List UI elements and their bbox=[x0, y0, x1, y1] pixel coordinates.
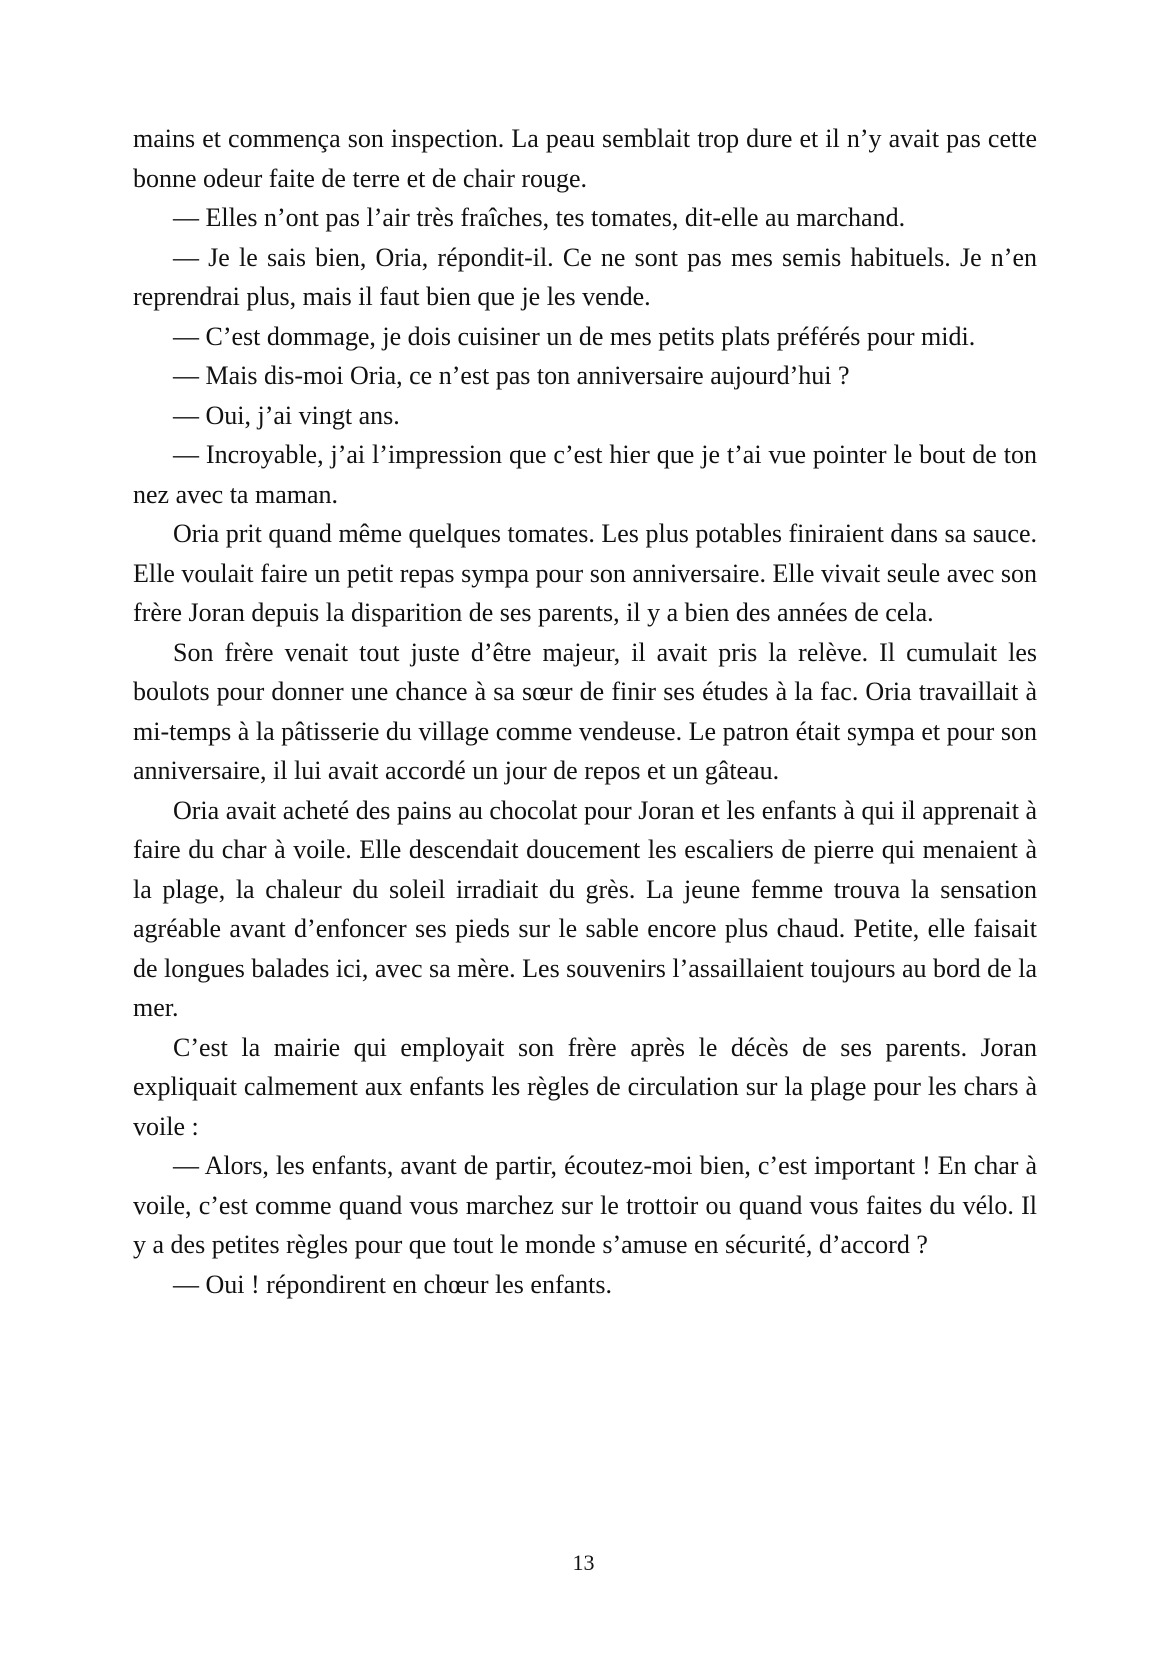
paragraph: Oria avait acheté des pains au chocolat pour Joran et les enfants à qui il apprenait à faire du char à voile. Elle descendait doucement les escaliers de pierre qui menaient à la plage, la chaleur du soleil irradiait du grès. La jeune femme trouva la sensation agréable avant d’enfoncer ses pieds sur le sable encore plus chaud. Petite, elle faisait de longues balades ici, avec sa mère. Les souvenirs l’assaillaient toujours au bord de la mer. bbox=[133, 795, 1037, 1022]
paragraph: Oria prit quand même quelques tomates. Les plus potables finiraient dans sa sauce. Elle voulait faire un petit repas sympa pour son anniversaire. Elle vivait seule avec son frère Joran depuis la disparition de ses parents, il y a bien des années de cela. bbox=[133, 519, 1037, 627]
paragraph: C’est la mairie qui employait son frère après le décès de ses parents. Joran expliquait calmement aux enfants les règles de circulation sur la plage pour les chars à voile : bbox=[133, 1032, 1037, 1141]
paragraph: mains et commença son inspection. La peau semblait trop dure et il n’y avait pas cette bonne odeur faite de terre et de chair rouge. bbox=[133, 124, 1037, 193]
dialogue-line: — Mais dis-moi Oria, ce n’est pas ton anniversaire aujourd’hui ? bbox=[173, 361, 850, 390]
page-number: 13 bbox=[572, 1550, 595, 1575]
dialogue-line: — Elles n’ont pas l’air très fraîches, tes tomates, dit-elle au marchand. bbox=[173, 203, 906, 232]
dialogue-line: — Incroyable, j’ai l’impression que c’est hier que je t’ai vue pointer le bout de ton nez avec ta maman. bbox=[133, 440, 1037, 509]
dialogue-line: — Alors, les enfants, avant de partir, écoutez-moi bien, c’est important ! En char à voile, c’est comme quand vous marchez sur le trottoir ou quand vous faites du vélo. Il y a des petites règles pour que tout le monde s’amuse en sécurité, d’accord ? bbox=[133, 1151, 1037, 1259]
dialogue-line: — Je le sais bien, Oria, répondit-il. Ce ne sont pas mes semis habituels. Je n’en reprendrai plus, mais il faut bien que je les vende. bbox=[133, 242, 1037, 311]
dialogue-line: — Oui ! répondirent en chœur les enfants. bbox=[173, 1269, 612, 1299]
paragraph: Son frère venait tout juste d’être majeur, il avait pris la relève. Il cumulait les boulots pour donner une chance à sa sœur de finir ses études à la fac. Oria travaillait à mi-temps à la pâtisserie du village comme vendeuse. Le patron était sympa et pour son anniversaire, il lui avait accordé un jour de repos et un gâteau. bbox=[133, 637, 1037, 785]
dialogue-line: — Oui, j’ai vingt ans. bbox=[173, 400, 400, 430]
dialogue-line: — C’est dommage, je dois cuisiner un de mes petits plats préférés pour midi. bbox=[173, 321, 976, 351]
page-body bbox=[133, 119, 1037, 1304]
